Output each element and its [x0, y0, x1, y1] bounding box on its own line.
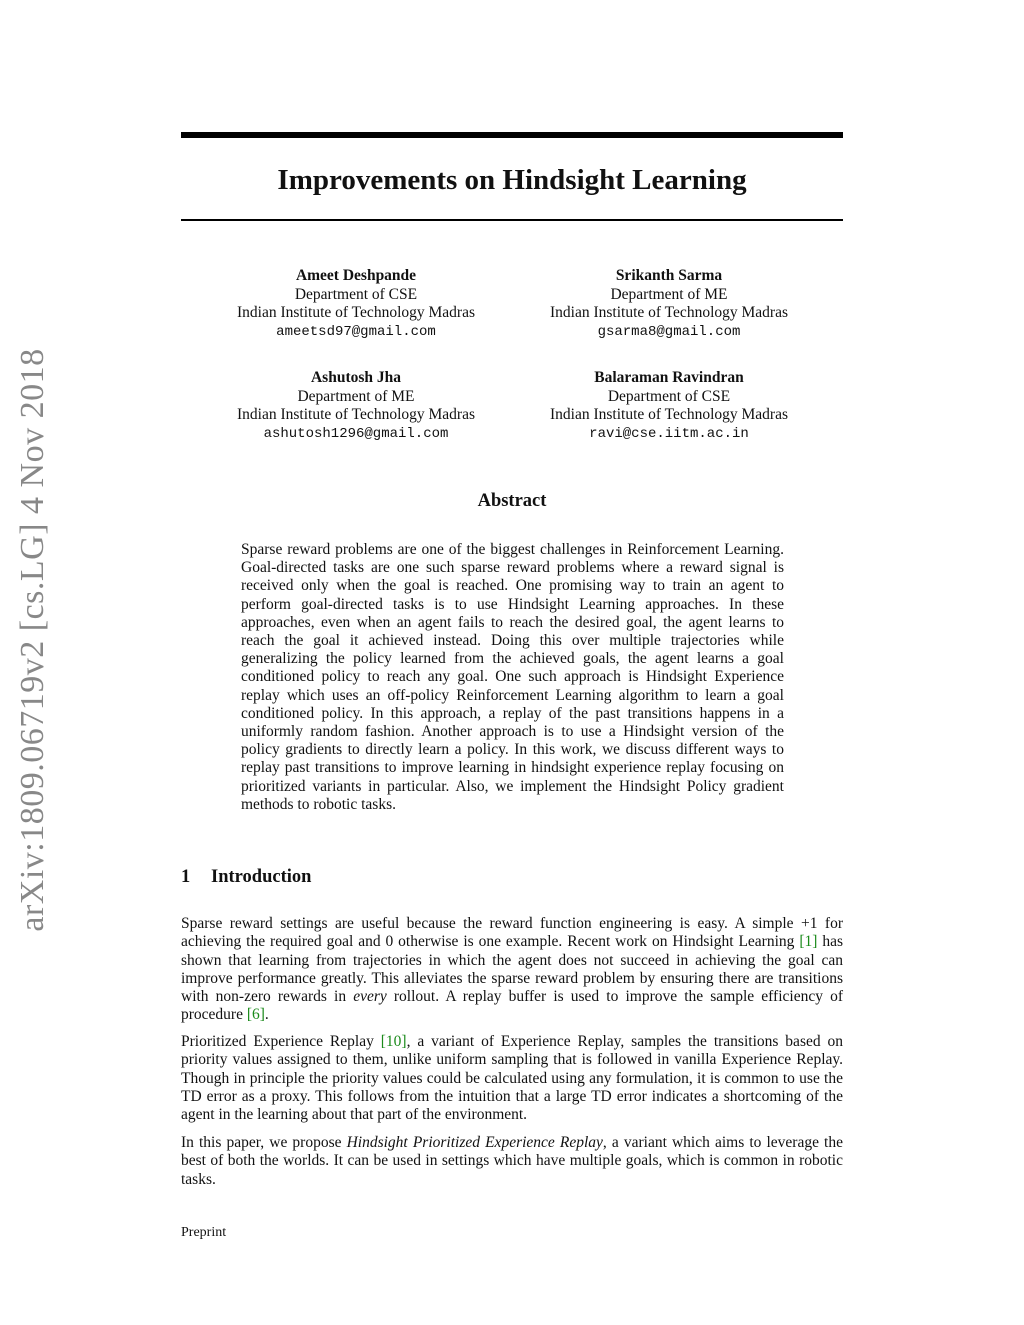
method-name: Hindsight Prioritized Experience Replay	[346, 1134, 603, 1151]
intro-paragraph	[181, 1134, 843, 1189]
arxiv-identifier: arXiv:1809.06719v2 [cs.LG] 4 Nov 2018	[14, 348, 51, 932]
text-span: rollout. A replay buffer is used to improve the sample efficiency of procedure	[181, 988, 843, 1024]
text-span: has shown that learning from trajectories in which the agent does not succeed in achieving the goal can improve performance greatly. This alleviates the sparse reward problem by ensuring there are transitions with non-zero rewards in	[181, 933, 843, 1006]
author-block	[509, 267, 829, 341]
author-institution: Indian Institute of Technology Madras	[550, 304, 788, 321]
author-email[interactable]: ameetsd97@gmail.com	[276, 323, 436, 340]
citation-link[interactable]: [10]	[380, 1033, 407, 1050]
section-title: Introduction	[211, 867, 312, 887]
paper-title: Improvements on Hindsight Learning	[277, 164, 747, 196]
section-heading-introduction	[181, 866, 581, 888]
text-span: .	[264, 1006, 269, 1024]
footer-note: Preprint	[181, 1225, 227, 1240]
author-institution: Indian Institute of Technology Madras	[237, 304, 475, 321]
author-block	[196, 369, 516, 443]
author-name: Balaraman Ravindran	[594, 369, 744, 386]
author-email[interactable]: ravi@cse.iitm.ac.in	[589, 425, 749, 442]
author-department: Department of CSE	[607, 387, 731, 405]
abstract-text: Sparse reward problems are one of the biggest challenges in Reinforcement Learning. Goal-directed tasks are one such sparse reward problems where a reward signal is received only when the goal is reached. One promising way to train an agent to perform goal-directed tasks is to use Hindsight Learning approaches. In these approaches, even when an agent fails to reach the desired goal, the agent learns to reach the goal it achieved instead. Doing this over multiple trajectories while generalizing the policy learned from the achieved goals, the agent learns a goal conditioned policy to reach any goal. One such approach is Hindsight Experience replay which uses an off-policy Reinforcement Learning algorithm to learn a goal conditioned policy. In this approach, a replay of the past transitions happens in a uniformly random fashion. Another approach is to use a Hindsight version of the policy gradients to directly learn a policy. In this work, we discuss different ways to replay past transitions to improve learning in hindsight experience replay focusing on prioritized variants in particular. Also, we implement the Hindsight Policy gradient methods to robotic tasks.	[241, 541, 784, 813]
author-institution: Indian Institute of Technology Madras	[550, 406, 788, 423]
author-department: Department of CSE	[294, 285, 418, 303]
intro-paragraph	[181, 915, 843, 1025]
author-name: Ashutosh Jha	[310, 369, 402, 386]
emphasis-every: every	[353, 988, 387, 1006]
section-number: 1	[181, 867, 191, 887]
author-email[interactable]: gsarma8@gmail.com	[597, 323, 741, 340]
author-name: Srikanth Sarma	[615, 267, 723, 284]
arxiv-identifier-wrapper	[0, 0, 51, 932]
title-top-rule	[181, 132, 843, 138]
intro-paragraph	[181, 1033, 843, 1124]
citation-link[interactable]: [1]	[799, 933, 818, 951]
text-span: Sparse reward settings are useful because the reward function engineering is easy. A simple	[181, 915, 801, 932]
text-span: for achieving the required goal and 0 otherwise is one example. Recent work on Hindsight Learning	[181, 915, 844, 951]
text-span: , a variant of Experience Replay, samples the transitions based on priority values assigned to them, unlike uniform sampling that is followed in vanilla Experience Replay. Though in principle the priority values could be calculated using any formulation, it is common to use the TD error as a proxy. This follows from the intuition that a large TD error indicates a shortcoming of the agent in the learning about that part of the environment.	[181, 1033, 844, 1124]
math-plus-one: +1	[801, 915, 818, 932]
abstract-heading: Abstract	[477, 491, 547, 511]
text-span: In this paper, we propose	[181, 1134, 347, 1151]
title-bottom-rule	[181, 219, 843, 221]
citation-link[interactable]: [6]	[246, 1006, 265, 1024]
author-block	[196, 267, 516, 341]
author-name: Ameet Deshpande	[295, 267, 417, 284]
text-span: Prioritized Experience Replay	[181, 1033, 381, 1050]
author-block	[509, 369, 829, 443]
author-institution: Indian Institute of Technology Madras	[237, 406, 475, 423]
author-email[interactable]: ashutosh1296@gmail.com	[263, 425, 449, 442]
author-department: Department of ME	[297, 387, 415, 405]
author-department: Department of ME	[610, 285, 728, 303]
text-span: , a variant which aims to leverage the best of both the worlds. It can be used in settings which have multiple goals, which is common in robotic tasks.	[181, 1134, 843, 1188]
